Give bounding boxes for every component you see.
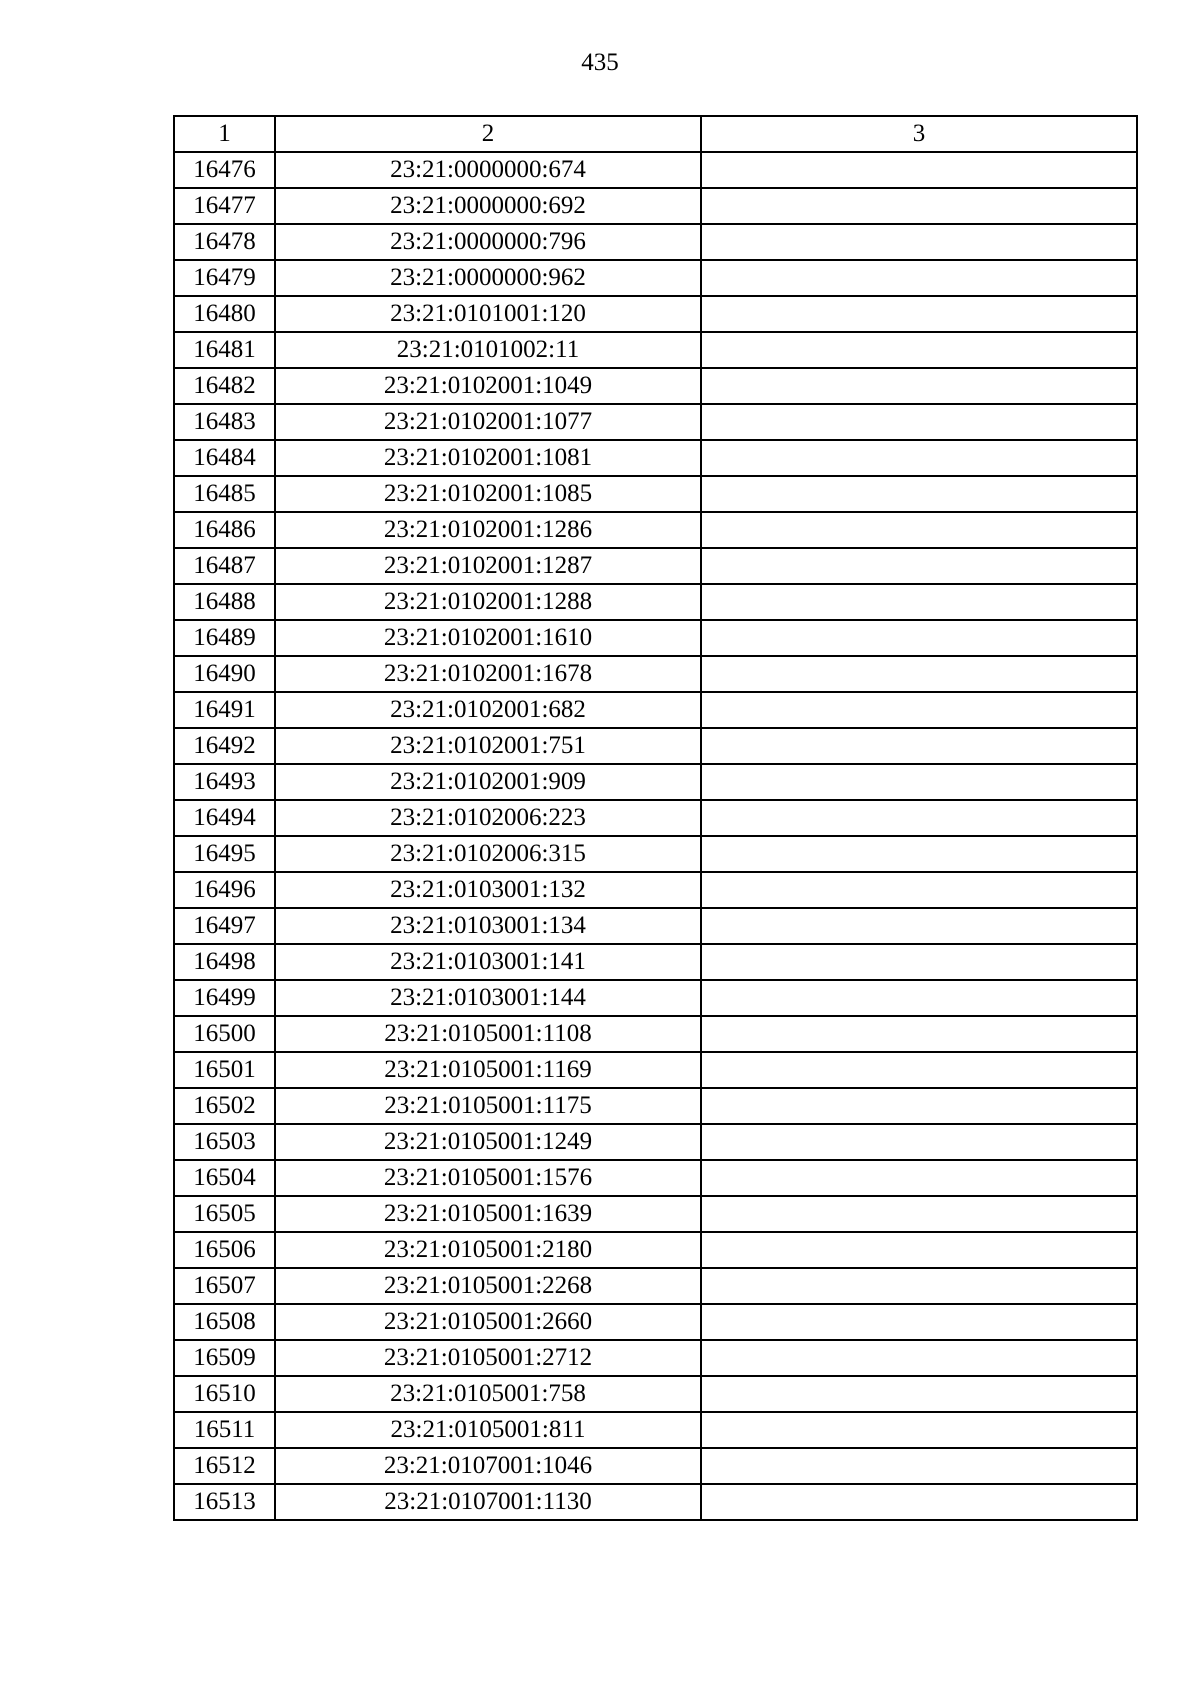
row-number-cell: 16495 — [174, 836, 275, 872]
cadastral-number-cell: 23:21:0102001:1077 — [275, 404, 701, 440]
notes-cell — [701, 944, 1137, 980]
row-number-cell: 16478 — [174, 224, 275, 260]
cadastral-number-cell: 23:21:0102001:1049 — [275, 368, 701, 404]
notes-cell — [701, 1268, 1137, 1304]
header-row — [174, 116, 1137, 152]
row-number-cell: 16488 — [174, 584, 275, 620]
row-number-cell: 16509 — [174, 1340, 275, 1376]
table-row — [174, 548, 1137, 584]
notes-cell — [701, 1124, 1137, 1160]
cadastral-number-cell: 23:21:0102006:223 — [275, 800, 701, 836]
notes-cell — [701, 188, 1137, 224]
row-number-cell: 16499 — [174, 980, 275, 1016]
cadastral-number-cell: 23:21:0000000:796 — [275, 224, 701, 260]
table-row — [174, 980, 1137, 1016]
notes-cell — [701, 1160, 1137, 1196]
cadastral-number-cell: 23:21:0102001:1085 — [275, 476, 701, 512]
row-number-cell: 16494 — [174, 800, 275, 836]
table-row — [174, 1412, 1137, 1448]
notes-cell — [701, 332, 1137, 368]
table-row — [174, 1484, 1137, 1520]
table-row — [174, 152, 1137, 188]
notes-cell — [701, 1340, 1137, 1376]
cadastral-number-cell: 23:21:0102001:909 — [275, 764, 701, 800]
page-number: 435 — [581, 49, 619, 76]
cadastral-number-cell: 23:21:0102001:1287 — [275, 548, 701, 584]
notes-cell — [701, 224, 1137, 260]
notes-cell — [701, 1088, 1137, 1124]
row-number-cell: 16493 — [174, 764, 275, 800]
notes-cell — [701, 1412, 1137, 1448]
table-row — [174, 188, 1137, 224]
row-number-cell: 16492 — [174, 728, 275, 764]
table-row — [174, 404, 1137, 440]
header-cell-1: 1 — [174, 116, 275, 152]
table-row — [174, 1232, 1137, 1268]
table-header — [174, 116, 1137, 152]
row-number-cell: 16507 — [174, 1268, 275, 1304]
table-row — [174, 620, 1137, 656]
row-number-cell: 16513 — [174, 1484, 275, 1520]
row-number-cell: 16511 — [174, 1412, 275, 1448]
table-row — [174, 836, 1137, 872]
table-row — [174, 1088, 1137, 1124]
notes-cell — [701, 1232, 1137, 1268]
row-number-cell: 16497 — [174, 908, 275, 944]
row-number-cell: 16500 — [174, 1016, 275, 1052]
notes-cell — [701, 1484, 1137, 1520]
row-number-cell: 16483 — [174, 404, 275, 440]
cadastral-number-cell: 23:21:0103001:134 — [275, 908, 701, 944]
notes-cell — [701, 1052, 1137, 1088]
cadastral-number-cell: 23:21:0105001:811 — [275, 1412, 701, 1448]
notes-cell — [701, 620, 1137, 656]
cadastral-number-cell: 23:21:0102001:1610 — [275, 620, 701, 656]
row-number-cell: 16477 — [174, 188, 275, 224]
table-row — [174, 908, 1137, 944]
notes-cell — [701, 512, 1137, 548]
notes-cell — [701, 980, 1137, 1016]
row-number-cell: 16484 — [174, 440, 275, 476]
notes-cell — [701, 656, 1137, 692]
table-row — [174, 584, 1137, 620]
cadastral-number-cell: 23:21:0000000:962 — [275, 260, 701, 296]
cadastral-number-cell: 23:21:0107001:1130 — [275, 1484, 701, 1520]
cadastral-number-cell: 23:21:0107001:1046 — [275, 1448, 701, 1484]
notes-cell — [701, 872, 1137, 908]
row-number-cell: 16485 — [174, 476, 275, 512]
cadastral-number-cell: 23:21:0103001:132 — [275, 872, 701, 908]
notes-cell — [701, 368, 1137, 404]
row-number-cell: 16504 — [174, 1160, 275, 1196]
row-number-cell: 16481 — [174, 332, 275, 368]
row-number-cell: 16476 — [174, 152, 275, 188]
notes-cell — [701, 152, 1137, 188]
cadastral-number-cell: 23:21:0101002:11 — [275, 332, 701, 368]
notes-cell — [701, 260, 1137, 296]
table-row — [174, 656, 1137, 692]
row-number-cell: 16487 — [174, 548, 275, 584]
table-row — [174, 692, 1137, 728]
table-row — [174, 368, 1137, 404]
table-row — [174, 1016, 1137, 1052]
table-row — [174, 764, 1137, 800]
cadastral-number-cell: 23:21:0105001:1108 — [275, 1016, 701, 1052]
notes-cell — [701, 1016, 1137, 1052]
notes-cell — [701, 584, 1137, 620]
row-number-cell: 16512 — [174, 1448, 275, 1484]
cadastral-number-cell: 23:21:0102006:315 — [275, 836, 701, 872]
table-row — [174, 224, 1137, 260]
cadastral-number-cell: 23:21:0105001:1249 — [275, 1124, 701, 1160]
table-row — [174, 1304, 1137, 1340]
cadastral-table — [173, 115, 1138, 1521]
cadastral-number-cell: 23:21:0103001:141 — [275, 944, 701, 980]
cadastral-number-cell: 23:21:0105001:2268 — [275, 1268, 701, 1304]
row-number-cell: 16491 — [174, 692, 275, 728]
cadastral-number-cell: 23:21:0105001:1576 — [275, 1160, 701, 1196]
table-row — [174, 944, 1137, 980]
row-number-cell: 16503 — [174, 1124, 275, 1160]
row-number-cell: 16486 — [174, 512, 275, 548]
cadastral-number-cell: 23:21:0102001:1678 — [275, 656, 701, 692]
notes-cell — [701, 440, 1137, 476]
table-row — [174, 728, 1137, 764]
row-number-cell: 16480 — [174, 296, 275, 332]
header-cell-2: 2 — [275, 116, 701, 152]
table-row — [174, 1196, 1137, 1232]
table-row — [174, 1268, 1137, 1304]
table-row — [174, 800, 1137, 836]
cadastral-number-cell: 23:21:0000000:674 — [275, 152, 701, 188]
row-number-cell: 16508 — [174, 1304, 275, 1340]
header-cell-3: 3 — [701, 116, 1137, 152]
table-row — [174, 440, 1137, 476]
cadastral-number-cell: 23:21:0102001:1288 — [275, 584, 701, 620]
table-row — [174, 1448, 1137, 1484]
cadastral-number-cell: 23:21:0000000:692 — [275, 188, 701, 224]
table-row — [174, 872, 1137, 908]
cadastral-number-cell: 23:21:0101001:120 — [275, 296, 701, 332]
row-number-cell: 16501 — [174, 1052, 275, 1088]
notes-cell — [701, 1376, 1137, 1412]
row-number-cell: 16498 — [174, 944, 275, 980]
row-number-cell: 16510 — [174, 1376, 275, 1412]
cadastral-number-cell: 23:21:0105001:758 — [275, 1376, 701, 1412]
table-row — [174, 476, 1137, 512]
row-number-cell: 16505 — [174, 1196, 275, 1232]
table-row — [174, 260, 1137, 296]
row-number-cell: 16506 — [174, 1232, 275, 1268]
cadastral-number-cell: 23:21:0105001:1169 — [275, 1052, 701, 1088]
row-number-cell: 16482 — [174, 368, 275, 404]
cadastral-number-cell: 23:21:0105001:1639 — [275, 1196, 701, 1232]
cadastral-number-cell: 23:21:0102001:1286 — [275, 512, 701, 548]
notes-cell — [701, 404, 1137, 440]
table-body — [174, 152, 1137, 1520]
notes-cell — [701, 1304, 1137, 1340]
cadastral-number-cell: 23:21:0103001:144 — [275, 980, 701, 1016]
cadastral-number-cell: 23:21:0102001:1081 — [275, 440, 701, 476]
notes-cell — [701, 1448, 1137, 1484]
table-row — [174, 332, 1137, 368]
notes-cell — [701, 836, 1137, 872]
cadastral-number-cell: 23:21:0102001:751 — [275, 728, 701, 764]
table-row — [174, 512, 1137, 548]
table-row — [174, 1052, 1137, 1088]
row-number-cell: 16479 — [174, 260, 275, 296]
notes-cell — [701, 800, 1137, 836]
table-row — [174, 1160, 1137, 1196]
cadastral-number-cell: 23:21:0105001:2180 — [275, 1232, 701, 1268]
notes-cell — [701, 728, 1137, 764]
cadastral-number-cell: 23:21:0105001:2660 — [275, 1304, 701, 1340]
cadastral-number-cell: 23:21:0102001:682 — [275, 692, 701, 728]
notes-cell — [701, 692, 1137, 728]
table-row — [174, 1376, 1137, 1412]
notes-cell — [701, 296, 1137, 332]
notes-cell — [701, 476, 1137, 512]
notes-cell — [701, 764, 1137, 800]
row-number-cell: 16502 — [174, 1088, 275, 1124]
row-number-cell: 16496 — [174, 872, 275, 908]
row-number-cell: 16490 — [174, 656, 275, 692]
table-row — [174, 296, 1137, 332]
notes-cell — [701, 908, 1137, 944]
table-row — [174, 1124, 1137, 1160]
cadastral-number-cell: 23:21:0105001:2712 — [275, 1340, 701, 1376]
cadastral-number-cell: 23:21:0105001:1175 — [275, 1088, 701, 1124]
notes-cell — [701, 548, 1137, 584]
table-row — [174, 1340, 1137, 1376]
notes-cell — [701, 1196, 1137, 1232]
row-number-cell: 16489 — [174, 620, 275, 656]
